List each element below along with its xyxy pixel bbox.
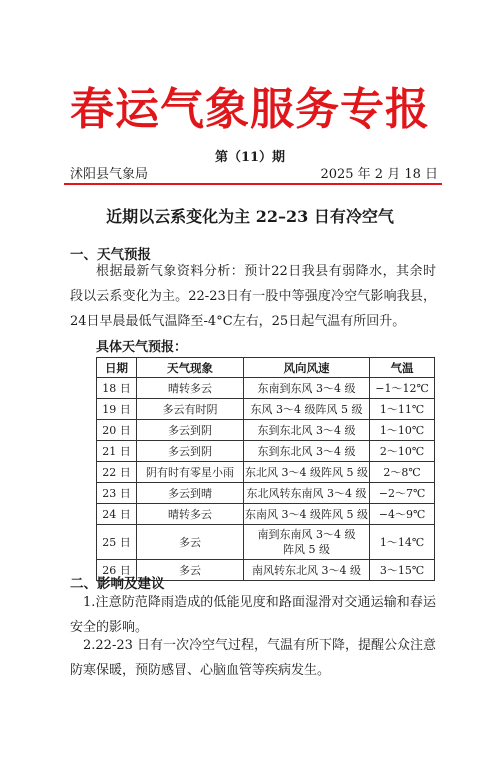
issue-date: 2025 年 2 月 18 日: [320, 167, 438, 182]
issue-number: 第（11）期: [214, 150, 286, 165]
table-title: 具体天气预报：: [96, 340, 188, 355]
cell-temperature: −4～9℃: [370, 504, 435, 525]
cell-wind: 南风转东北风 3～4 级: [244, 560, 370, 581]
cell-temperature: 2～10℃: [370, 441, 435, 462]
section-weather-forecast-title: 一、天气预报: [70, 247, 151, 263]
cell-weather: 多云: [137, 525, 244, 560]
cell-wind: 东到东北风 3～4 级: [244, 420, 370, 441]
cell-weather: 多云: [137, 560, 244, 581]
cell-wind: 东南到东风 3～4 级: [244, 378, 370, 399]
cell-date: 21 日: [97, 441, 137, 462]
table-row: [97, 462, 435, 483]
cell-temperature: 1～14℃: [370, 525, 435, 560]
cell-date: 23 日: [97, 483, 137, 504]
table-row: [97, 441, 435, 462]
cell-wind: 南到东南风 3～4 级 阵风 5 级: [244, 525, 370, 560]
forecast-paragraph: 根据最新气象资料分析：预计22日我县有弱降水，其余时段以云系变化为主。22-23日有一股中等强度冷空气影响我县，24日早晨最低气温降至-4°C左右，25日起气温有所回升。: [70, 264, 436, 329]
issuing-agency: 沭阳县气象局: [70, 167, 149, 182]
cell-date: 26 日: [97, 560, 137, 581]
cell-date: 25 日: [97, 525, 137, 560]
cell-wind: 东风 3～4 级阵风 5 级: [244, 399, 370, 420]
table-row: [97, 525, 435, 560]
cell-wind: 东北风 3～4 级阵风 5 级: [244, 462, 370, 483]
section-impact-title: 二、影响及建议: [70, 576, 165, 592]
cell-weather: 多云到晴: [137, 483, 244, 504]
header-date: 日期: [97, 358, 137, 378]
cell-date: 20 日: [97, 420, 137, 441]
cell-wind: 东北风转东南风 3～4 级: [244, 483, 370, 504]
advice-item-1: 1.注意防范降雨造成的低能见度和路面湿滑对交通运输和春运安全的影响。: [70, 595, 436, 635]
table-row: [97, 378, 435, 399]
header-wind: 风向风速: [244, 358, 370, 378]
cell-wind: 东到东北风 3～4 级: [244, 441, 370, 462]
cell-date: 18 日: [97, 378, 137, 399]
cell-wind: 东南风 3～4 级阵风 5 级: [244, 504, 370, 525]
cell-temperature: 1～11℃: [370, 399, 435, 420]
header-weather: 天气现象: [137, 358, 244, 378]
forecast-table: [96, 357, 435, 581]
cell-date: 22 日: [97, 462, 137, 483]
cell-weather: 晴转多云: [137, 504, 244, 525]
advice-item-2: 2.22-23 日有一次冷空气过程，气温有所下降，提醒公众注意防寒保暖，预防感冒、心脑血管等疾病发生。: [70, 638, 437, 678]
table-row: [97, 483, 435, 504]
header-temperature: 气温: [370, 358, 435, 378]
cell-temperature: 2～8℃: [370, 462, 435, 483]
cell-weather: 多云有时阴: [137, 399, 244, 420]
table-header-row: [97, 358, 435, 378]
cell-date: 24 日: [97, 504, 137, 525]
cell-weather: 晴转多云: [137, 378, 244, 399]
cell-weather: 阴有时有零星小雨: [137, 462, 244, 483]
cell-temperature: 3～15℃: [370, 560, 435, 581]
cell-temperature: −1～12℃: [370, 378, 435, 399]
cell-weather: 多云到阴: [137, 441, 244, 462]
cell-temperature: 1～10℃: [370, 420, 435, 441]
table-row: [97, 399, 435, 420]
red-divider: [64, 183, 442, 185]
masthead-title: 春运气象服务专报: [70, 84, 430, 135]
table-row: [97, 420, 435, 441]
table-row: [97, 504, 435, 525]
report-headline: 近期以云系变化为主 22–23 日有冷空气: [106, 207, 394, 226]
cell-weather: 多云到阴: [137, 420, 244, 441]
cell-date: 19 日: [97, 399, 137, 420]
cell-temperature: −2～7℃: [370, 483, 435, 504]
